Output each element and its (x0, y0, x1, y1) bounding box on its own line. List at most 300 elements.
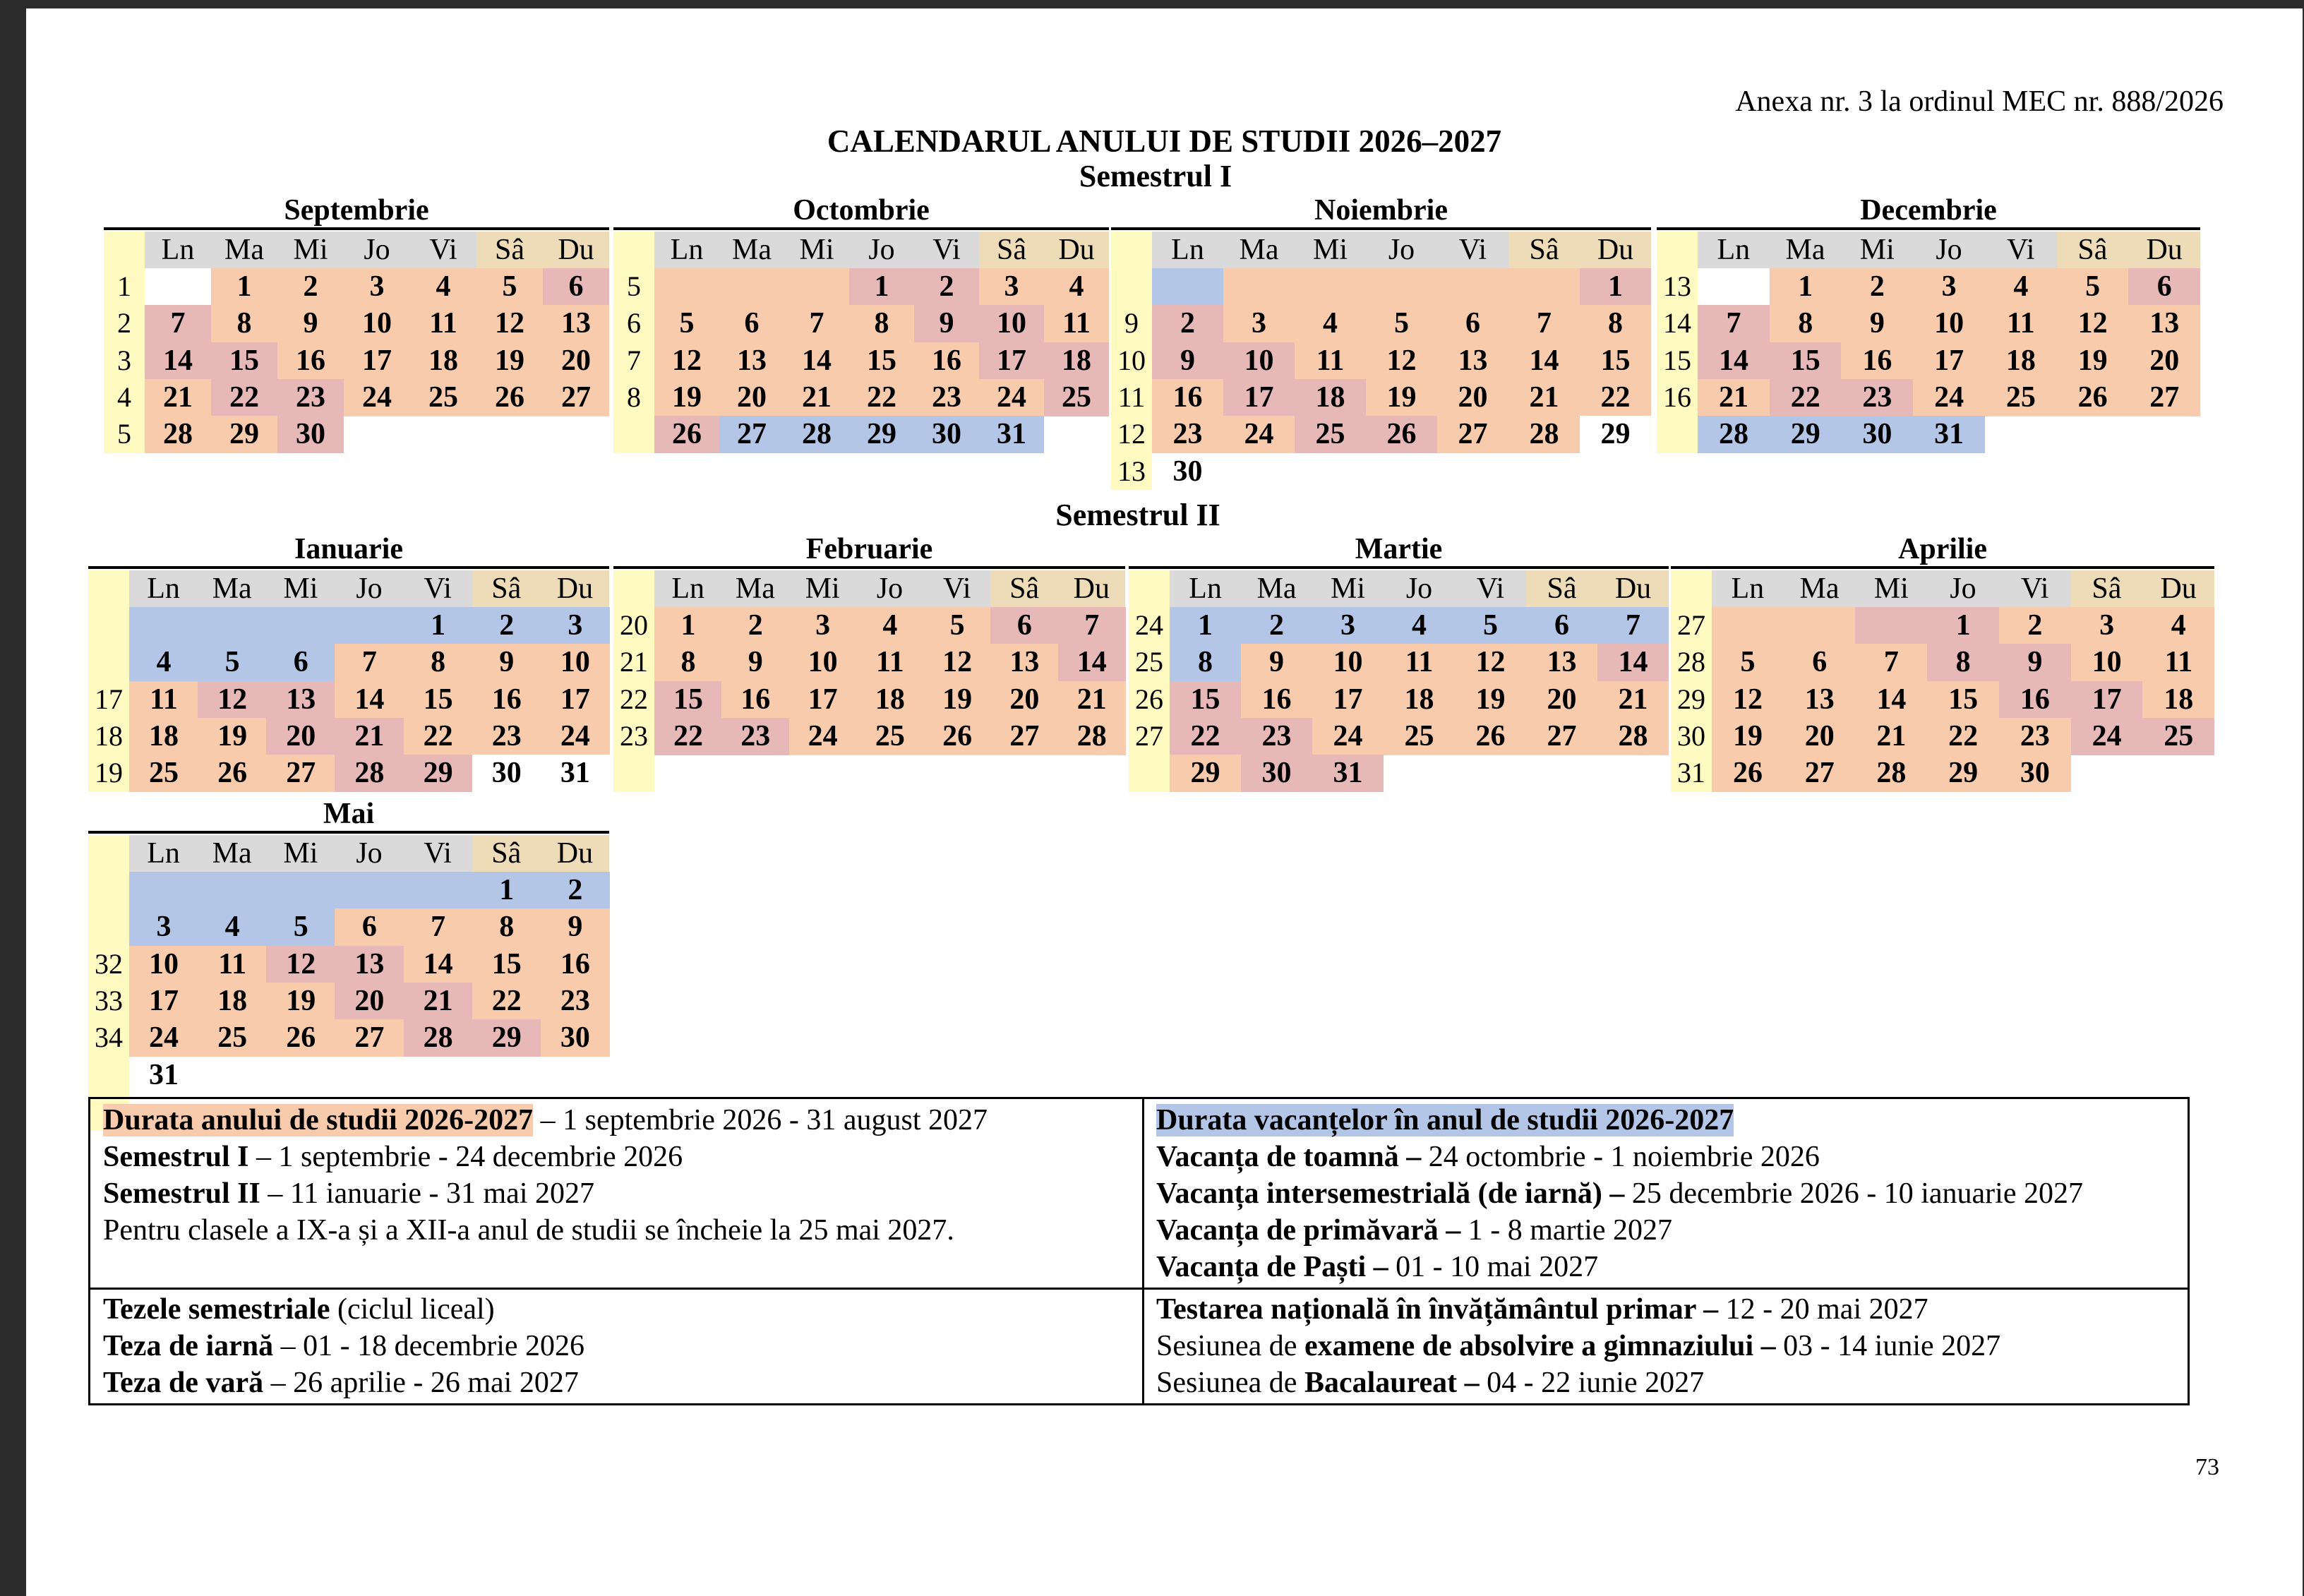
calendar-day: 15 (849, 342, 914, 380)
weekday-label: Ln (670, 234, 704, 266)
weekday-header (129, 835, 609, 872)
calendar-day: 8 (472, 908, 541, 946)
calendar-day: 1 (1927, 607, 1999, 644)
calendar-day: 19 (2057, 342, 2129, 380)
info-text: Sesiunea de (1156, 1330, 1304, 1362)
calendar-day: 14 (145, 342, 211, 380)
calendar-day: 23 (1241, 718, 1312, 755)
calendar-day: 2 (1999, 607, 2071, 644)
week-number: 34 (95, 1021, 123, 1054)
calendar-day: 6 (719, 305, 784, 342)
calendar-day: 23 (541, 983, 610, 1020)
weekday-label: Du (2128, 232, 2200, 268)
calendar-day: 15 (1170, 681, 1241, 719)
week-number: 9 (1124, 307, 1139, 340)
calendar-day: 1 (1170, 607, 1241, 644)
month-rule (88, 831, 609, 834)
calendar-day: 1 (404, 607, 473, 644)
calendar-day: 28 (1855, 755, 1927, 792)
month-name: Mai (323, 798, 375, 830)
calendar-day: 14 (784, 342, 849, 380)
weekday-label: Sâ (472, 570, 541, 607)
weekday-label: Jo (1405, 572, 1433, 605)
calendar-day: 12 (1712, 681, 1784, 719)
calendar-day: 6 (543, 268, 609, 306)
calendar-day: 5 (1366, 305, 1437, 342)
weekday-header (1712, 570, 2214, 607)
calendar-day: 20 (266, 718, 335, 755)
info-bold-text: Durata anului de studii 2026-2027 (103, 1104, 534, 1136)
calendar-day: 16 (1152, 379, 1223, 416)
calendar-day: 12 (198, 681, 267, 719)
calendar-day: 15 (1770, 342, 1842, 380)
calendar-day: 17 (541, 681, 610, 719)
calendar-day (1437, 268, 1508, 306)
calendar-day: 25 (410, 379, 476, 416)
info-bold-text: Testarea națională în învățământul primar – (1156, 1293, 1719, 1326)
info-bold-text: Teza de iarnă (103, 1330, 274, 1362)
month-name: Aprilie (1898, 533, 1987, 565)
calendar-day: 29 (404, 755, 473, 792)
annex-reference: Anexa nr. 3 la ordinul MEC nr. 888/2026 (1735, 85, 2224, 118)
calendar-day: 1 (1580, 268, 1651, 306)
calendar-day: 30 (277, 416, 344, 453)
calendar-day: 21 (1698, 379, 1770, 416)
info-line (1156, 1175, 2083, 1212)
calendar-day: 26 (2057, 379, 2129, 416)
semester-1-title: Semestrul I (1079, 159, 1232, 193)
calendar-day: 9 (472, 644, 541, 681)
calendar-day: 13 (266, 681, 335, 719)
calendar-day: 5 (1455, 607, 1526, 644)
calendar-day (266, 607, 335, 644)
info-line (103, 1328, 584, 1364)
weekday-label: Mi (1859, 234, 1895, 266)
weekday-label: Ln (1189, 572, 1222, 605)
week-number: 10 (1117, 344, 1146, 376)
info-line (1156, 1364, 2000, 1401)
calendar-day: 17 (1312, 681, 1384, 719)
calendar-day: 24 (979, 379, 1044, 416)
info-bold-text: Vacanța de primăvară – (1156, 1214, 1461, 1247)
week-number: 16 (1663, 380, 1691, 413)
calendar-day: 9 (1152, 342, 1223, 380)
calendar-day: 13 (2128, 305, 2200, 342)
weekday-label: Sâ (1526, 570, 1597, 607)
weekday-label: Mi (283, 837, 318, 870)
calendar-day: 23 (1999, 718, 2071, 755)
calendar-day: 6 (1437, 305, 1508, 342)
weekday-label: Ma (1239, 234, 1279, 266)
calendar-day: 7 (335, 644, 404, 681)
weekday-label: Jo (1950, 572, 1976, 605)
calendar-day: 18 (1985, 342, 2057, 380)
calendar-day (335, 607, 404, 644)
calendar-day: 19 (654, 379, 719, 416)
info-text: 03 - 14 iunie 2027 (1775, 1330, 2001, 1362)
weekday-header (145, 232, 609, 268)
calendar-day: 26 (654, 416, 719, 453)
weekday-label: Jo (1936, 234, 1962, 266)
calendar-day: 10 (1913, 305, 1985, 342)
week-number: 2 (117, 307, 131, 340)
calendar-day: 5 (654, 305, 719, 342)
calendar-day: 23 (914, 379, 979, 416)
calendar-day: 31 (541, 755, 610, 792)
calendar-day (129, 607, 198, 644)
calendar-day: 22 (1927, 718, 1999, 755)
calendar-day: 21 (784, 379, 849, 416)
calendar-day: 18 (129, 718, 198, 755)
calendar-day: 18 (856, 681, 924, 719)
weekday-label: Ln (1717, 234, 1751, 266)
calendar-day: 16 (1241, 681, 1312, 719)
calendar-day (129, 872, 198, 909)
calendar-day: 14 (1597, 644, 1669, 681)
calendar-day: 22 (1770, 379, 1842, 416)
calendar-day: 9 (541, 908, 610, 946)
calendar-day: 24 (344, 379, 410, 416)
calendar-day: 10 (2071, 644, 2143, 681)
weekday-label: Ma (1799, 572, 1840, 605)
calendar-day: 25 (1295, 416, 1366, 453)
info-line (1156, 1328, 2000, 1364)
week-number: 27 (1135, 719, 1163, 752)
calendar-day: 16 (721, 681, 789, 719)
week-number: 23 (620, 719, 648, 752)
calendar-day: 10 (1312, 644, 1384, 681)
calendar-day: 10 (344, 305, 410, 342)
calendar-day: 14 (404, 946, 473, 983)
calendar-day: 22 (211, 379, 277, 416)
month-rule (104, 227, 609, 230)
info-text: 04 - 22 iunie 2027 (1479, 1367, 1705, 1399)
calendar-day: 3 (129, 908, 198, 946)
calendar-day: 28 (335, 755, 404, 792)
calendar-day: 1 (1770, 268, 1842, 306)
week-number: 21 (620, 646, 648, 678)
info-line (103, 1175, 988, 1212)
calendar-day: 22 (472, 983, 541, 1020)
calendar-day: 14 (1508, 342, 1580, 380)
calendar-day: 15 (472, 946, 541, 983)
week-number: 32 (95, 947, 123, 980)
weekday-label: Jo (364, 234, 390, 266)
calendar-day: 22 (404, 718, 473, 755)
calendar-day (1223, 268, 1295, 306)
calendar-day: 20 (543, 342, 609, 380)
calendar-day: 15 (404, 681, 473, 719)
weekday-label: Jo (876, 572, 904, 605)
calendar-day: 27 (266, 755, 335, 792)
calendar-day: 9 (277, 305, 344, 342)
weekday-label: Mi (293, 234, 328, 266)
calendar-day: 15 (211, 342, 277, 380)
week-number: 30 (1677, 719, 1705, 752)
calendar-day: 22 (849, 379, 914, 416)
calendar-day: 1 (211, 268, 277, 306)
weekday-label: Du (1058, 570, 1125, 607)
month-rule (613, 227, 1109, 230)
calendar-day (784, 268, 849, 306)
weekday-label: Sâ (979, 232, 1044, 268)
calendar-day: 30 (541, 1019, 610, 1057)
calendar-day: 22 (1580, 379, 1651, 416)
calendar-day: 6 (335, 908, 404, 946)
calendar-day (266, 872, 335, 909)
calendar-day: 28 (784, 416, 849, 453)
document-page (26, 8, 2303, 1596)
weekday-header (129, 570, 609, 607)
calendar-day: 18 (198, 983, 267, 1020)
calendar-day: 3 (1223, 305, 1295, 342)
calendar-day: 23 (1152, 416, 1223, 453)
info-line (1156, 1249, 2083, 1285)
week-number: 13 (1117, 455, 1146, 487)
calendar-day: 28 (404, 1019, 473, 1057)
calendar-day: 12 (2057, 305, 2129, 342)
calendar-day: 2 (1152, 305, 1223, 342)
calendar-day: 23 (721, 718, 789, 755)
calendar-day: 13 (1437, 342, 1508, 380)
week-number: 11 (1117, 380, 1146, 413)
week-number: 14 (1663, 307, 1691, 340)
weekday-label: Vi (424, 572, 452, 605)
month-name: Septembrie (284, 194, 429, 227)
calendar-day: 29 (1580, 416, 1651, 453)
calendar-day: 4 (1295, 305, 1366, 342)
calendar-day: 17 (129, 983, 198, 1020)
calendar-day: 12 (266, 946, 335, 983)
calendar-day: 6 (1526, 607, 1597, 644)
info-bold-text: Semestrul II (103, 1177, 260, 1210)
calendar-day: 24 (541, 718, 610, 755)
weekday-label: Mi (799, 234, 834, 266)
calendar-day (1152, 268, 1223, 306)
calendar-day: 19 (923, 681, 991, 719)
info-bold-text: Tezele semestriale (103, 1293, 330, 1326)
calendar-day: 7 (1508, 305, 1580, 342)
week-number: 31 (1677, 757, 1705, 789)
weekday-label: Mi (283, 572, 318, 605)
calendar-day: 25 (2142, 718, 2214, 755)
info-text: – 11 ianuarie - 31 mai 2027 (260, 1177, 594, 1210)
info-bold-text: Vacanța intersemestrială (de iarnă) – (1156, 1177, 1625, 1210)
calendar-day: 9 (1999, 644, 2071, 681)
calendar-day: 27 (2128, 379, 2200, 416)
weekday-label: Ln (671, 572, 704, 605)
calendar-day: 30 (1841, 416, 1913, 453)
calendar-day: 4 (1044, 268, 1109, 306)
info-text: Sesiunea de (1156, 1367, 1304, 1399)
calendar-day: 26 (476, 379, 543, 416)
calendar-day: 20 (1784, 718, 1856, 755)
weekday-label: Mi (1873, 572, 1909, 605)
calendar-day: 18 (1044, 342, 1109, 380)
calendar-day: 12 (1366, 342, 1437, 380)
weekday-label: Sâ (2071, 570, 2143, 607)
calendar-day: 11 (410, 305, 476, 342)
calendar-day: 6 (1784, 644, 1856, 681)
calendar-day (1366, 268, 1437, 306)
weekday-label: Vi (943, 572, 971, 605)
calendar-day: 31 (1913, 416, 1985, 453)
week-number: 27 (1677, 609, 1705, 641)
info-line (1156, 1291, 2000, 1328)
week-number: 20 (620, 609, 648, 641)
calendar-day: 27 (1784, 755, 1856, 792)
calendar-day: 10 (1223, 342, 1295, 380)
week-number: 29 (1677, 683, 1705, 715)
calendar-day (198, 872, 267, 909)
weekday-label: Du (1597, 570, 1669, 607)
calendar-day: 11 (1295, 342, 1366, 380)
calendar-day: 13 (1526, 644, 1597, 681)
info-text: – 01 - 18 decembrie 2026 (273, 1330, 585, 1362)
calendar-day: 24 (2071, 718, 2143, 755)
calendar-day: 8 (1770, 305, 1842, 342)
calendar-day: 16 (472, 681, 541, 719)
calendar-day: 2 (914, 268, 979, 306)
calendar-day: 18 (2142, 681, 2214, 719)
calendar-day: 15 (1927, 681, 1999, 719)
calendar-day: 29 (211, 416, 277, 453)
calendar-day: 16 (541, 946, 610, 983)
calendar-day: 4 (410, 268, 476, 306)
calendar-day: 7 (1597, 607, 1669, 644)
calendar-day: 22 (654, 718, 722, 755)
calendar-day: 3 (979, 268, 1044, 306)
calendar-day: 21 (1058, 681, 1126, 719)
calendar-day: 6 (990, 607, 1058, 644)
info-line (103, 1139, 988, 1175)
calendar-day: 11 (1985, 305, 2057, 342)
calendar-day: 2 (277, 268, 344, 306)
calendar-day: 16 (277, 342, 344, 380)
weekday-label: Mi (805, 572, 840, 605)
calendar-day: 9 (1241, 644, 1312, 681)
weekday-header (1170, 570, 1669, 607)
info-year-duration (103, 1102, 988, 1249)
calendar-day: 19 (476, 342, 543, 380)
month-rule (1111, 227, 1651, 230)
calendar-day: 11 (1044, 305, 1109, 342)
week-number: 24 (1135, 609, 1163, 641)
calendar-day: 5 (923, 607, 991, 644)
week-number: 3 (117, 344, 131, 376)
calendar-day: 5 (1712, 644, 1784, 681)
info-line (1156, 1102, 2083, 1139)
calendar-day: 16 (1999, 681, 2071, 719)
month-name: Octombrie (793, 194, 930, 227)
info-bold-text: Vacanța de Paști – (1156, 1251, 1388, 1283)
info-text: – 26 aprilie - 26 mai 2027 (263, 1367, 579, 1399)
calendar-day: 7 (404, 908, 473, 946)
calendar-day: 18 (410, 342, 476, 380)
calendar-day: 10 (979, 305, 1044, 342)
calendar-day: 17 (979, 342, 1044, 380)
week-number: 26 (1135, 683, 1163, 715)
weekday-header (1152, 232, 1651, 268)
calendar-day (1295, 268, 1366, 306)
calendar-day: 24 (789, 718, 857, 755)
info-divider-vertical (1142, 1099, 1144, 1403)
weekday-label: Vi (932, 234, 961, 266)
page-title: CALENDARUL ANULUI DE STUDII 2026–2027 (827, 124, 1502, 159)
weekday-label: Vi (2020, 572, 2049, 605)
week-number: 4 (117, 380, 131, 413)
weekday-label: Du (1044, 232, 1109, 268)
calendar-day: 13 (335, 946, 404, 983)
calendar-day: 2 (1841, 268, 1913, 306)
calendar-day: 11 (1384, 644, 1455, 681)
calendar-day: 30 (1241, 755, 1312, 792)
calendar-day: 18 (1384, 681, 1455, 719)
info-divider-horizontal (90, 1288, 2188, 1290)
calendar-day: 3 (1312, 607, 1384, 644)
calendar-day: 29 (849, 416, 914, 453)
calendar-day: 27 (1437, 416, 1508, 453)
weekday-label: Ma (1256, 572, 1297, 605)
info-line (103, 1212, 988, 1249)
info-bold-text: Bacalaureat – (1304, 1367, 1480, 1399)
calendar-day: 31 (129, 1057, 198, 1094)
info-bold-text: Teza de vară (103, 1367, 264, 1399)
week-number: 7 (627, 344, 641, 376)
calendar-day: 21 (335, 718, 404, 755)
weekday-header (654, 232, 1109, 268)
calendar-day: 13 (543, 305, 609, 342)
calendar-day: 23 (472, 718, 541, 755)
weekday-label: Du (541, 835, 609, 872)
weekday-label: Ln (161, 234, 195, 266)
month-rule (88, 566, 609, 569)
calendar-day: 11 (198, 946, 267, 983)
calendar-day: 11 (856, 644, 924, 681)
info-bold-text: Durata vacanțelor în anul de studii 2026-2027 (1156, 1104, 1734, 1136)
calendar-day: 3 (789, 607, 857, 644)
calendar-day: 15 (1580, 342, 1651, 380)
week-number: 33 (95, 984, 123, 1016)
calendar-day: 11 (129, 681, 198, 719)
calendar-day: 25 (1384, 718, 1455, 755)
calendar-day (1855, 607, 1927, 644)
calendar-day: 3 (2071, 607, 2143, 644)
calendar-day: 28 (145, 416, 211, 453)
calendar-day: 30 (914, 416, 979, 453)
month-rule (1671, 566, 2214, 569)
calendar-day: 27 (990, 718, 1058, 755)
info-line (103, 1364, 584, 1401)
calendar-day: 26 (923, 718, 991, 755)
weekday-label: Jo (868, 234, 895, 266)
info-line (1156, 1212, 2083, 1249)
calendar-day (719, 268, 784, 306)
calendar-day: 27 (719, 416, 784, 453)
calendar-day: 10 (541, 644, 610, 681)
calendar-day: 26 (1366, 416, 1437, 453)
week-number: 6 (627, 307, 641, 340)
calendar-day: 1 (849, 268, 914, 306)
semester-2-title: Semestrul II (1055, 498, 1220, 532)
calendar-day: 7 (784, 305, 849, 342)
info-bold-text: Semestrul I (103, 1141, 249, 1173)
calendar-day: 9 (914, 305, 979, 342)
weekday-label: Ma (212, 572, 252, 605)
calendar-day: 1 (654, 607, 722, 644)
weekday-label: Vi (2006, 234, 2035, 266)
calendar-day: 9 (721, 644, 789, 681)
